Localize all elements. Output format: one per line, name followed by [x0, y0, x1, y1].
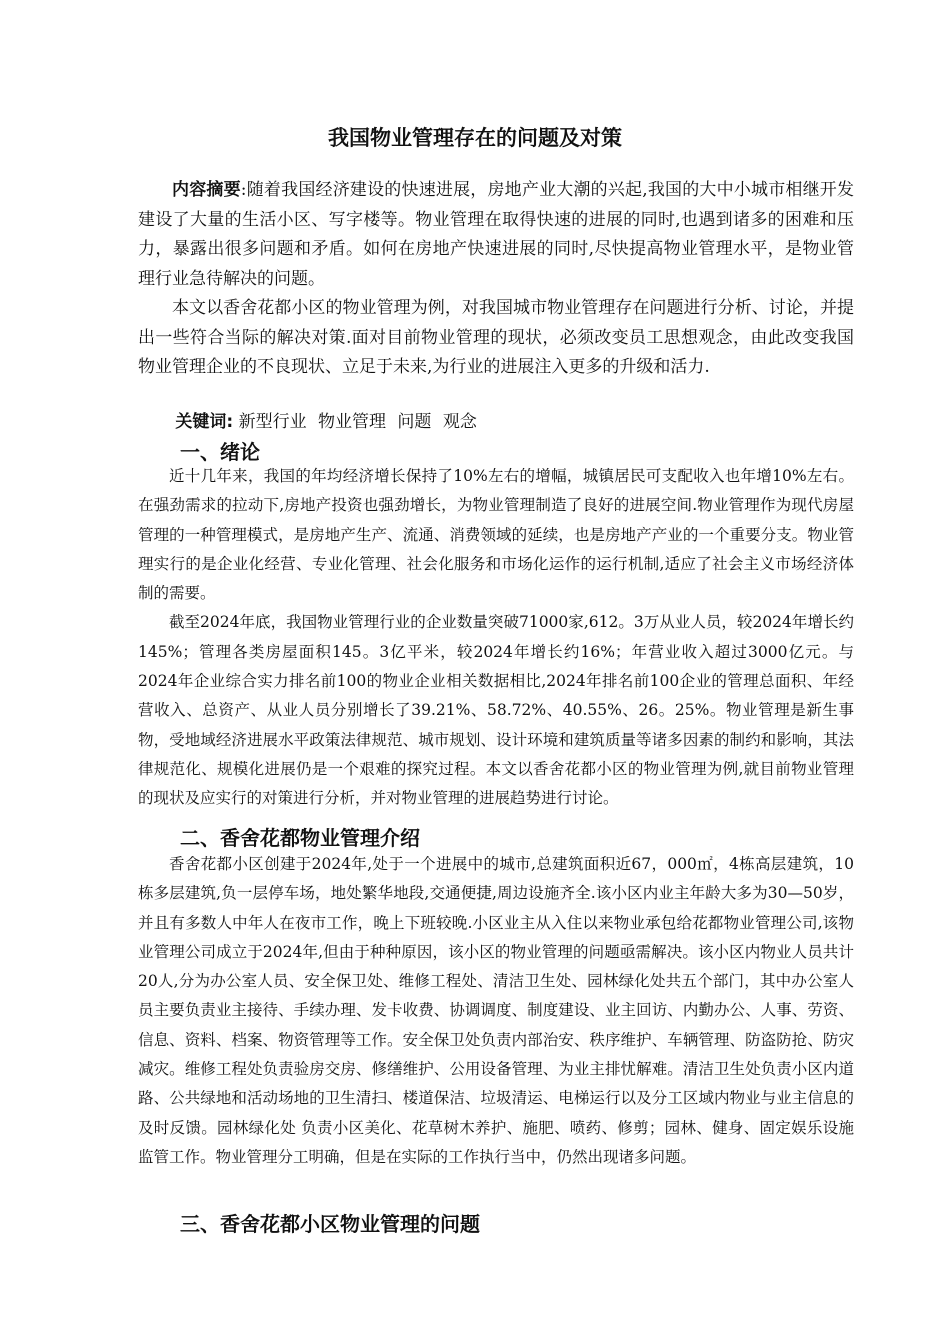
section-introduction-body	[138, 462, 854, 814]
abstract-paragraph-2: 本文以香舍花都小区的物业管理为例，对我国城市物业管理存在问题进行分析、讨论，并提出一些符合当际的解决对策.面对目前物业管理的现状，必须改变员工思想观念，由此改变我国物业管理企业的不良现状、立足于未来,为行业的进展注入更多的升级和活力.	[138, 298, 854, 377]
keywords	[138, 408, 891, 437]
page-title: 我国物业管理存在的问题及对策	[328, 126, 622, 150]
abstract-label: 内容摘要	[172, 180, 241, 200]
abstract-text-1: 随着我国经济建设的快速进展，房地产业大潮的兴起,我国的大中小城市相继开发建设了大量的生活小区、写字楼等。物业管理在取得快速的进展的同时,也遇到诸多的困难和压力，暴露出很多问题和矛盾。如何在房地产快速进展的同时,尽快提高物业管理水平，是物业管理行业急待解决的问题。	[138, 180, 855, 289]
abstract	[138, 176, 854, 383]
body-paragraph: 香舍花都小区创建于2024年,处于一个进展中的城市,总建筑面积近67，000㎡，4栋高层建筑，10栋多层建筑,负一层停车场，地处繁华地段,交通便捷,周边设施齐全.该小区内业主年龄大多为30—50岁，并且有多数人中年人在夜市工作，晚上下班较晚.小区业主从入住以来物业承包给花都物业管理公司,该物业管理公司成立于2024年,但由于种种原因，该小区的物业管理的问题亟需解决。该小区内物业人员共计20人,分为办公室人员、安全保卫处、维修工程处、清洁卫生处、园林绿化处共五个部门，其中办公室人员主要负责业主接待、手续办理、发卡收费、协调调度、制度建设、业主回访、内勤办公、人事、劳资、信息、资料、档案、物资管理等工作。安全保卫处负责内部治安、秩序维护、车辆管理、防盗防抢、防灾减灾。维修工程处负责验房交房、修缮维护、公用设备管理、为业主排忧解难。清洁卫生处负责小区内道路、公共绿地和活动场地的卫生清扫、楼道保洁、垃圾清运、电梯运行以及分工区域内物业与业主信息的及时反馈。园林绿化处 负责小区美化、花草树木养护、施肥、喷药、修剪；园林、健身、固定娱乐设施监管工作。物业管理分工明确，但是在实际的工作执行当中，仍然出现诸多问题。	[138, 855, 854, 1166]
body-paragraph: 截至2024年底，我国物业管理行业的企业数量突破71000家,612。3万从业人员，较2024年增长约145%；管理各类房屋面积145。3亿平米，较2024年增长约16%；年营业收入超过3000亿元。与2024年企业综合实力排名前100的物业企业相关数据相比,2024年排名前100企业的管理总面积、年经营收入、总资产、从业人员分别增长了39.21%、58.72%、40.55%、26。25%。物业管理是新生事物，受地域经济进展水平政策法律规范、城市规划、设计环境和建筑质量等诸多因素的制约和影响，其法律规范化、规模化进展仍是一个艰难的探究过程。本文以香舍花都小区的物业管理为例,就目前物业管理的现状及应实行的对策进行分析，并对物业管理的进展趋势进行讨论。	[138, 613, 854, 808]
section-heading-problems: 三、香舍花都小区物业管理的问题	[180, 1212, 480, 1236]
section-heading-overview: 二、香舍花都物业管理介绍	[180, 826, 420, 850]
body-paragraph: 近十几年来，我国的年均经济增长保持了10%左右的增幅，城镇居民可支配收入也年增10%左右。在强劲需求的拉动下,房地产投资也强劲增长，为物业管理制造了良好的进展空间.物业管理作为现代房屋管理的一种管理模式，是房地产生产、流通、消费领域的延续，也是房地产产业的一个重要分支。物业管理实行的是企业化经营、专业化管理、社会化服务和市场化运作的运行机制,适应了社会主义市场经济体制的需要。	[138, 467, 854, 603]
abstract-paragraph-1	[138, 176, 854, 294]
section-heading-introduction: 一、绪论	[180, 440, 260, 464]
keywords-terms: 新型行业 物业管理 问题 观念	[238, 412, 477, 432]
keywords-label: 关键词:	[175, 412, 234, 432]
section-overview-body	[138, 850, 854, 1172]
abstract-separator: :	[240, 180, 247, 200]
